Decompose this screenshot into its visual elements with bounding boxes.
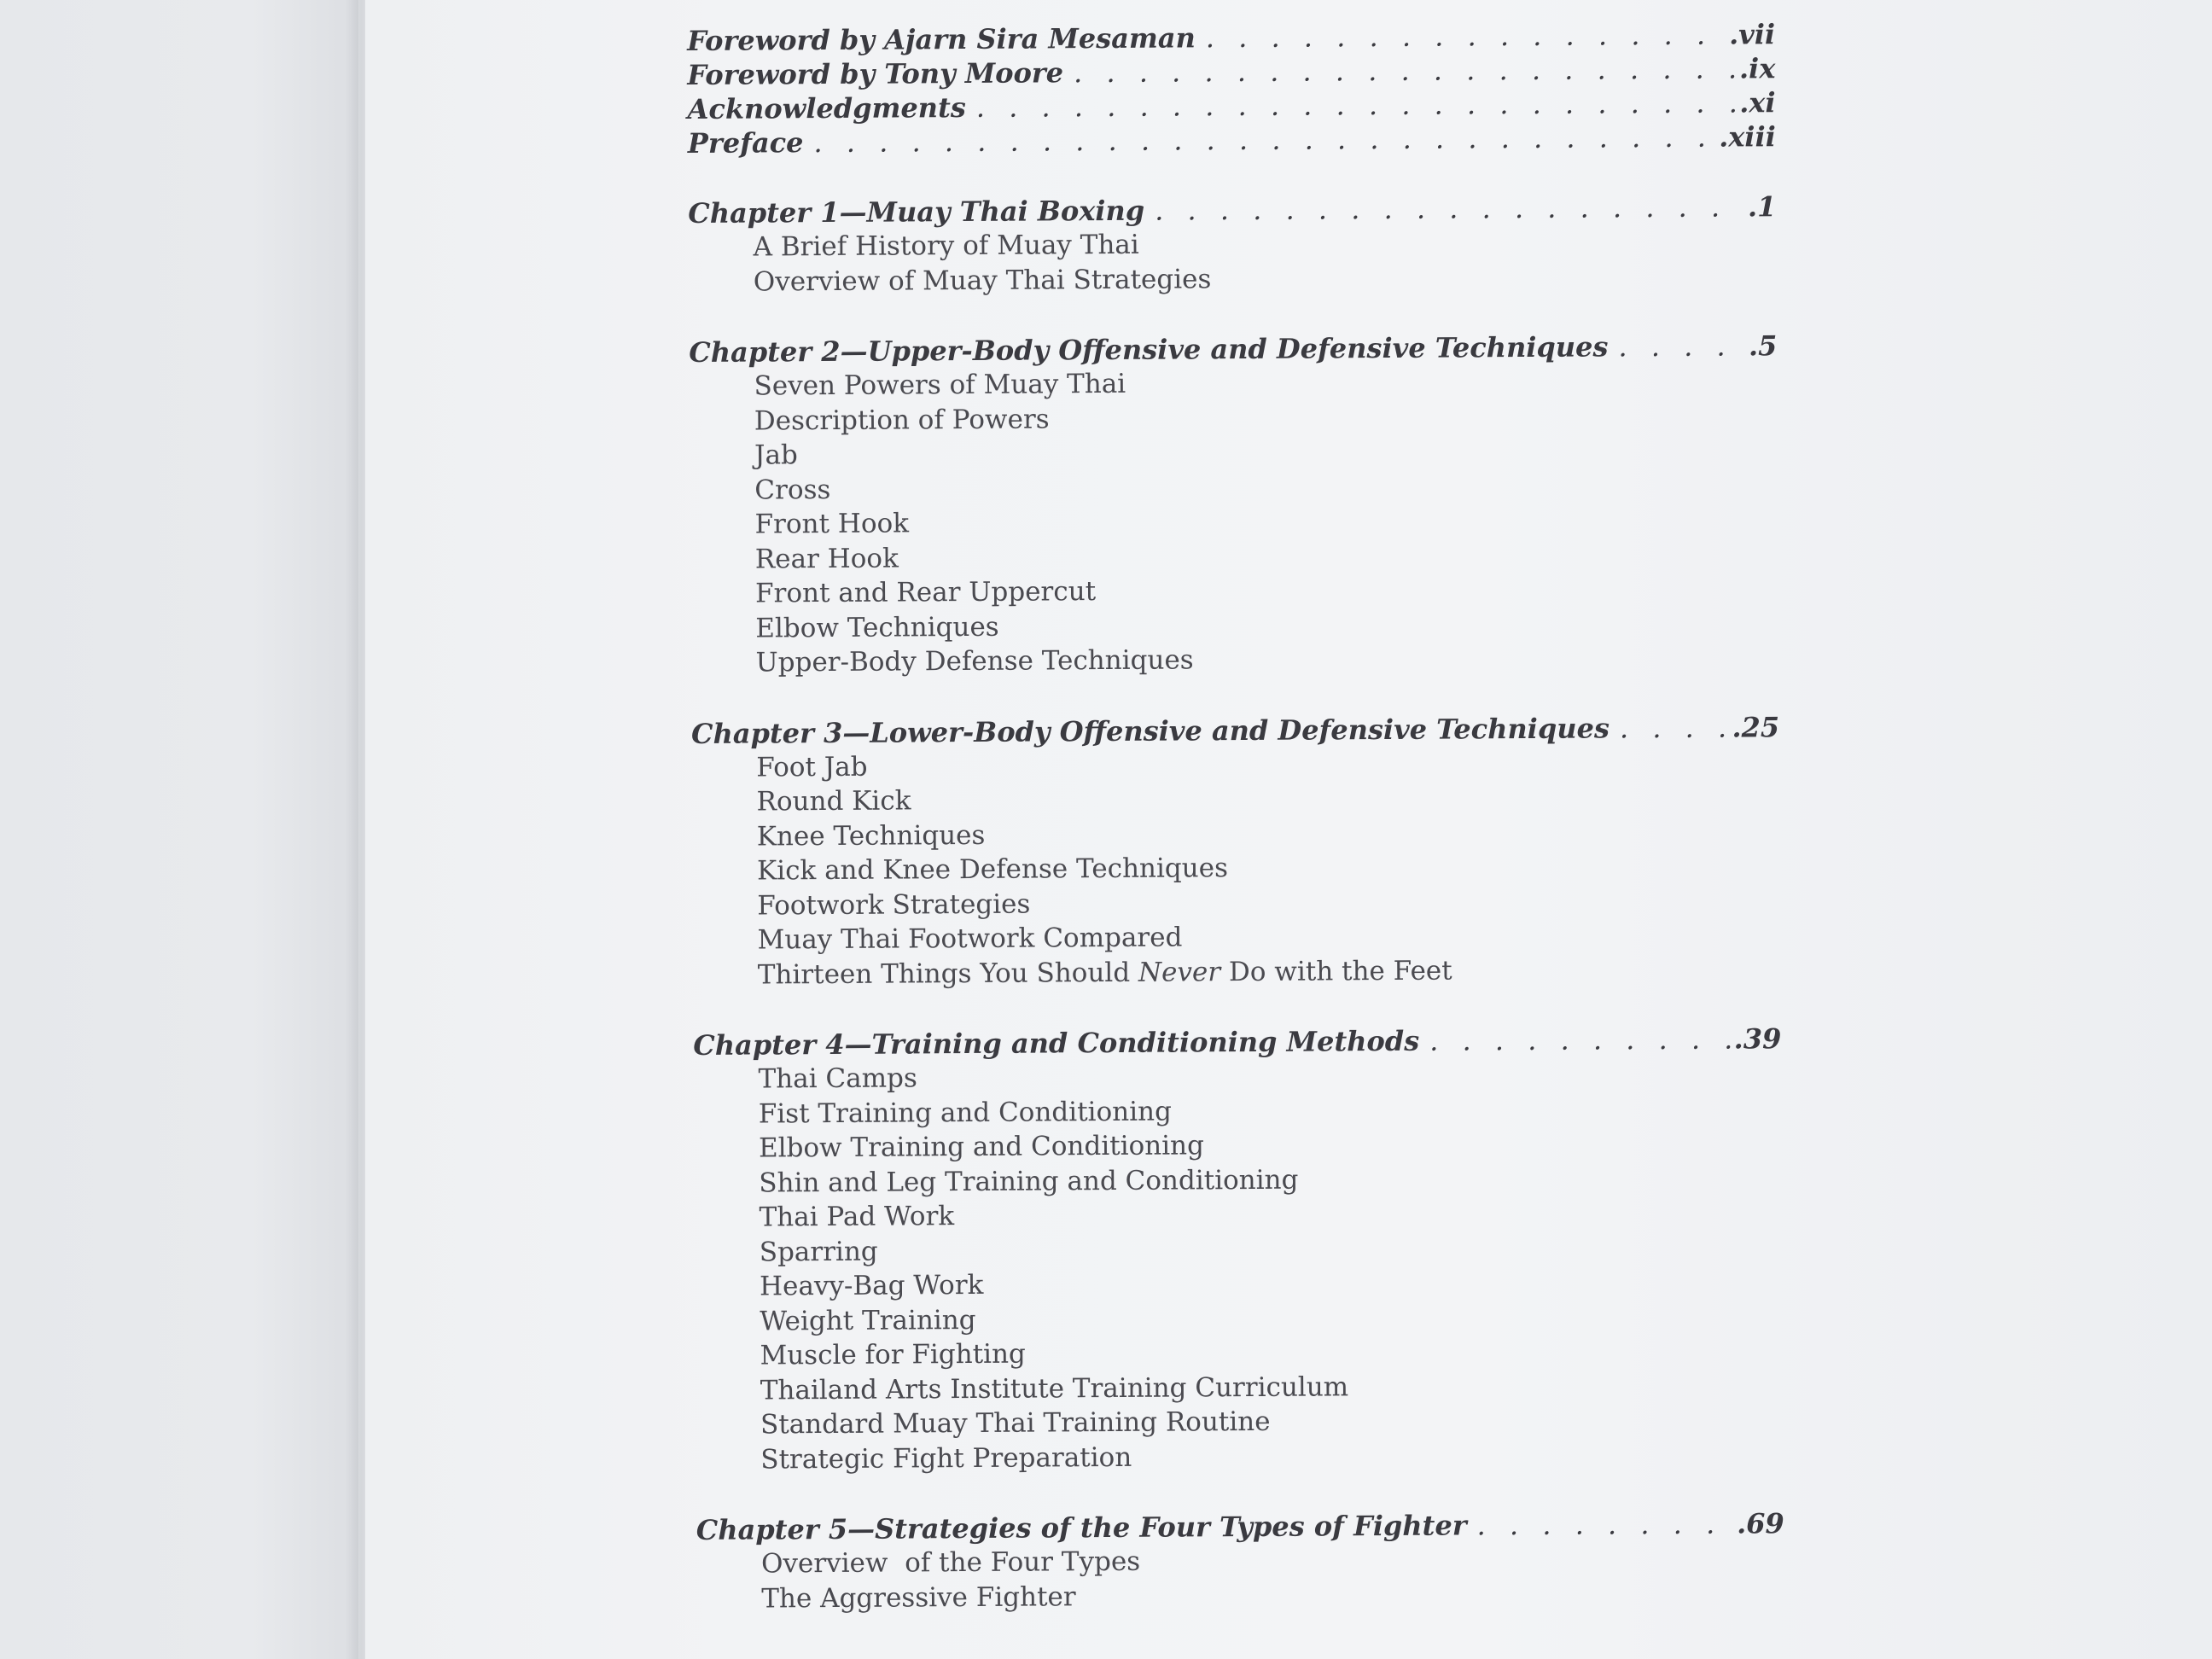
entry-title: Foreword by Ajarn Sira Mesaman [687,21,1196,57]
section-item: Thai Pad Work [759,1201,955,1233]
section-item: Jab [754,439,798,471]
chapter-title: Chapter 5—Strategies of the Four Types of Fighter [696,1509,1467,1546]
section-item: Muscle for Fighting [760,1338,1026,1371]
entry-page: .xiii [1719,120,1776,154]
chapter-title: Chapter 4—Training and Conditioning Methods [693,1024,1420,1062]
section-item: Muay Thai Footwork Compared [757,922,1183,956]
section-item: Thai Camps [758,1062,917,1095]
section-item: Seven Powers of Muay Thai [754,368,1126,402]
entry-page: .vii [1728,18,1776,51]
dot-leader [1476,1507,1733,1543]
chapter-title: Chapter 1—Muay Thai Boxing [688,194,1145,230]
section-item: Elbow Training and Conditioning [758,1130,1205,1164]
chapter-page: .39 [1733,1022,1782,1056]
section-text-after: Do with the Feet [1220,955,1452,987]
entry-page: .ix [1738,52,1776,85]
section-item: Heavy-Bag Work [759,1269,984,1302]
section-list [761,1540,1784,1615]
left-page [0,0,358,1659]
section-item: Overview of Muay Thai Strategies [753,263,1212,298]
chapter-2 [689,329,1778,680]
entry-title: Preface [687,126,804,160]
section-item: Sparring [759,1236,878,1268]
section-list [756,744,1781,992]
dot-leader [976,85,1737,124]
chapter-1 [688,189,1777,300]
section-item: Fist Training and Conditioning [758,1096,1172,1130]
dot-leader [1620,710,1729,745]
dot-leader [1206,18,1726,55]
section-item: A Brief History of Muay Thai [753,229,1139,263]
dot-leader [1429,1022,1731,1058]
section-item-thirteen-things [758,952,1781,992]
section-list [753,224,1776,299]
chapter-3 [691,710,1781,992]
section-item: Foot Jab [756,751,868,783]
section-item: Weight Training [760,1304,976,1337]
chapter-heading [693,1022,1781,1062]
section-item: Description of Powers [754,403,1050,437]
entry-title: Foreword by Tony Moore [687,56,1064,91]
chapter-page: .5 [1748,329,1778,363]
toc-entry-preface [688,119,1776,160]
dot-leader [1618,329,1745,364]
section-text-emphasis: Never [1138,956,1221,988]
section-item: Cross [754,474,831,506]
chapter-title: Chapter 2—Upper-Body Offensive and Defensive Techniques [689,330,1609,369]
dot-leader [1074,51,1736,90]
dot-leader [813,120,1715,160]
section-list [754,363,1778,680]
section-text-before: Thirteen Things You Should [757,957,1139,991]
dot-leader [1155,189,1744,227]
section-item: Kick and Knee Defense Techniques [756,853,1229,887]
section-item: Knee Techniques [756,819,986,853]
chapter-heading [696,1506,1784,1547]
section-item: Round Kick [756,785,911,818]
front-matter [687,17,1776,160]
section-list [758,1056,1784,1476]
section-item: Footwork Strategies [757,888,1031,922]
entry-page: .xi [1739,86,1776,119]
chapter-page: .1 [1747,190,1777,224]
section-item: The Aggressive Fighter [761,1580,1076,1615]
table-of-contents [687,17,1784,1616]
chapter-title: Chapter 3—Lower-Body Offensive and Defensive Techniques [690,711,1610,750]
section-item: Front and Rear Uppercut [754,576,1097,609]
chapter-page: .25 [1732,710,1780,744]
entry-title: Acknowledgments [687,91,966,125]
section-item: Overview of the Four Types [760,1545,1141,1580]
section-item: Thailand Arts Institute Training Curriculum [760,1371,1349,1406]
chapter-4 [693,1022,1784,1477]
section-item: Strategic Fight Preparation [760,1441,1132,1476]
section-item: Rear Hook [754,542,899,575]
section-item: Elbow Techniques [755,611,999,644]
section-item: Front Hook [754,508,910,540]
chapter-heading [688,189,1776,230]
section-item: Shin and Leg Training and Conditioning [759,1164,1299,1199]
chapter-page: .69 [1736,1507,1784,1540]
section-item: Upper-Body Defense Techniques [755,644,1194,678]
section-item: Standard Muay Thai Training Routine [760,1406,1271,1441]
chapter-5 [696,1506,1785,1616]
